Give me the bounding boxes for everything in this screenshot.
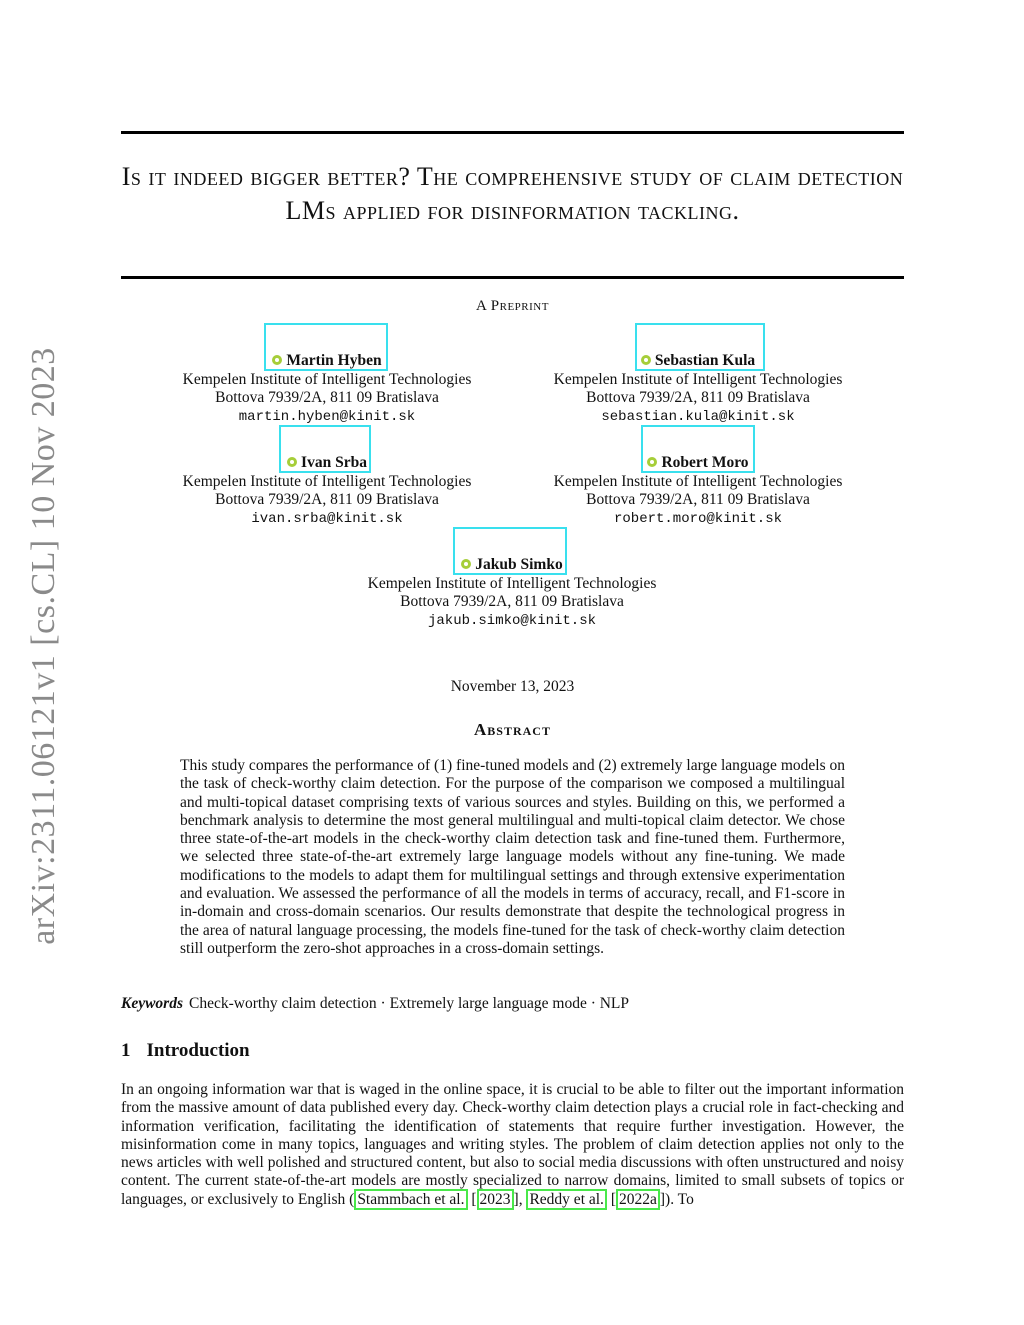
paper-title: Is it indeed bigger better? The comprehensive study of claim detection LMs applied for disinformation tackling. bbox=[121, 162, 904, 225]
citation-link[interactable]: Reddy et al. bbox=[526, 1189, 606, 1210]
author-affiliation: Kempelen Institute of Intelligent Technologies bbox=[182, 472, 472, 490]
author-email[interactable]: ivan.srba@kinit.sk bbox=[251, 510, 403, 527]
section-heading bbox=[121, 1040, 250, 1062]
arxiv-id: arXiv:2311.06121v1 [cs.CL] 10 Nov 2023 bbox=[25, 347, 63, 945]
intro-text: In an ongoing information war that is waged in the online space, it is crucial to be able to filter out the important information from the massive amount of data published every day. Check-worthy claim detection plays a crucial role in fact-checking and information verification, facilitating the identification of statements that require further investigation. However, the misinformation come in many topics, languages and writing styles. The problem of claim detection applies not only to the news articles with well polished and structured content, but also to social media discussions with often unstructured and noisy content. The current state-of-the-art models are mostly specialized to narrow domains, limited to small subsets of topics or languages, or exclusively to English ( bbox=[121, 1081, 904, 1208]
author-block bbox=[528, 352, 868, 426]
author-affiliation: Kempelen Institute of Intelligent Technologies bbox=[182, 370, 472, 388]
author-email[interactable]: sebastian.kula@kinit.sk bbox=[601, 408, 795, 425]
orcid-icon[interactable] bbox=[287, 457, 297, 467]
orcid-icon[interactable] bbox=[647, 457, 657, 467]
author-address: Bottova 7939/2A, 811 09 Bratislava bbox=[215, 491, 439, 508]
author-name[interactable]: Robert Moro bbox=[661, 454, 749, 471]
arxiv-sidebar bbox=[22, 347, 66, 945]
section-number: 1 bbox=[121, 1040, 131, 1061]
author-name[interactable]: Sebastian Kula bbox=[654, 352, 756, 369]
keywords-label: Keywords bbox=[121, 995, 183, 1012]
title-bottom-rule bbox=[121, 276, 904, 279]
author-block bbox=[157, 352, 497, 426]
author-email[interactable]: jakub.simko@kinit.sk bbox=[427, 612, 597, 629]
citation-year-link[interactable]: 2022a bbox=[616, 1189, 660, 1210]
section-title: Introduction bbox=[146, 1040, 250, 1061]
paper-date: November 13, 2023 bbox=[450, 678, 575, 695]
abstract-heading: Abstract bbox=[474, 720, 551, 739]
author-address: Bottova 7939/2A, 811 09 Bratislava bbox=[215, 389, 439, 406]
keywords bbox=[121, 995, 904, 1013]
top-rule bbox=[121, 131, 904, 134]
author-name[interactable]: Martin Hyben bbox=[286, 352, 382, 369]
intro-paragraph: In an ongoing information war that is waged in the online space, it is crucial to be able to filter out the important information from the massive amount of data published every day. Check-worthy claim detection plays a crucial role in fact-checking and information verification, facilitating the identification of statements that require further investigation. However, the misinformation come in many topics, languages and writing styles. The problem of claim detection applies not only to the news articles with well polished and structured content, but also to social media discussions with often unstructured and noisy content. The current state-of-the-art models are mostly specialized to narrow domains, limited to small subsets of topics or languages, or exclusively to English ( Stammbach et al. [ 2023 ], Reddy et al. [ 2022a ]). To bbox=[121, 1081, 904, 1208]
author-block bbox=[342, 556, 682, 630]
citation-link[interactable]: Stammbach et al. bbox=[354, 1189, 467, 1210]
citation-year-link[interactable]: 2023 bbox=[477, 1189, 514, 1210]
preprint-label: A Preprint bbox=[476, 298, 549, 314]
author-block bbox=[157, 454, 497, 528]
orcid-icon[interactable] bbox=[641, 355, 651, 365]
author-address: Bottova 7939/2A, 811 09 Bratislava bbox=[400, 593, 624, 610]
author-affiliation: Kempelen Institute of Intelligent Technologies bbox=[367, 574, 657, 592]
author-address: Bottova 7939/2A, 811 09 Bratislava bbox=[586, 389, 810, 406]
abstract-text: This study compares the performance of (1) fine-tuned models and (2) extremely large language models on the task of check-worthy claim detection. For the purpose of the comparison we composed a multilingual and multi-topical dataset comprising texts of various sources and styles. Building on this, we performed a benchmark analysis to determine the most general multilingual and multi-topical claim detector. We chose three state-of-the-art models in the check-worthy claim detection task and fine-tuned them. Furthermore, we selected three state-of-the-art extremely large language models without any fine-tuning. We made modifications to the models to adapt them for multilingual settings and through extensive experimentation and evaluation. We assessed the performance of all the models in terms of accuracy, recall, and F1-score in in-domain and cross-domain scenarios. Our results demonstrate that despite the technological progress in the area of natural language processing, the models fine-tuned for the task of check-worthy claim detection still outperform the zero-shot approaches in a cross-domain settings. bbox=[180, 757, 845, 957]
orcid-icon[interactable] bbox=[461, 559, 471, 569]
author-address: Bottova 7939/2A, 811 09 Bratislava bbox=[586, 491, 810, 508]
author-block bbox=[528, 454, 868, 528]
author-affiliation: Kempelen Institute of Intelligent Technologies bbox=[553, 472, 843, 490]
orcid-icon[interactable] bbox=[272, 355, 282, 365]
author-email[interactable]: robert.moro@kinit.sk bbox=[613, 510, 783, 527]
intro-tail: ). To bbox=[665, 1190, 694, 1208]
author-affiliation: Kempelen Institute of Intelligent Technologies bbox=[553, 370, 843, 388]
keywords-text: Check-worthy claim detection · Extremely large language mode · NLP bbox=[189, 995, 630, 1012]
author-name[interactable]: Ivan Srba bbox=[301, 454, 367, 471]
author-name[interactable]: Jakub Simko bbox=[475, 556, 563, 573]
author-email[interactable]: martin.hyben@kinit.sk bbox=[238, 408, 416, 425]
